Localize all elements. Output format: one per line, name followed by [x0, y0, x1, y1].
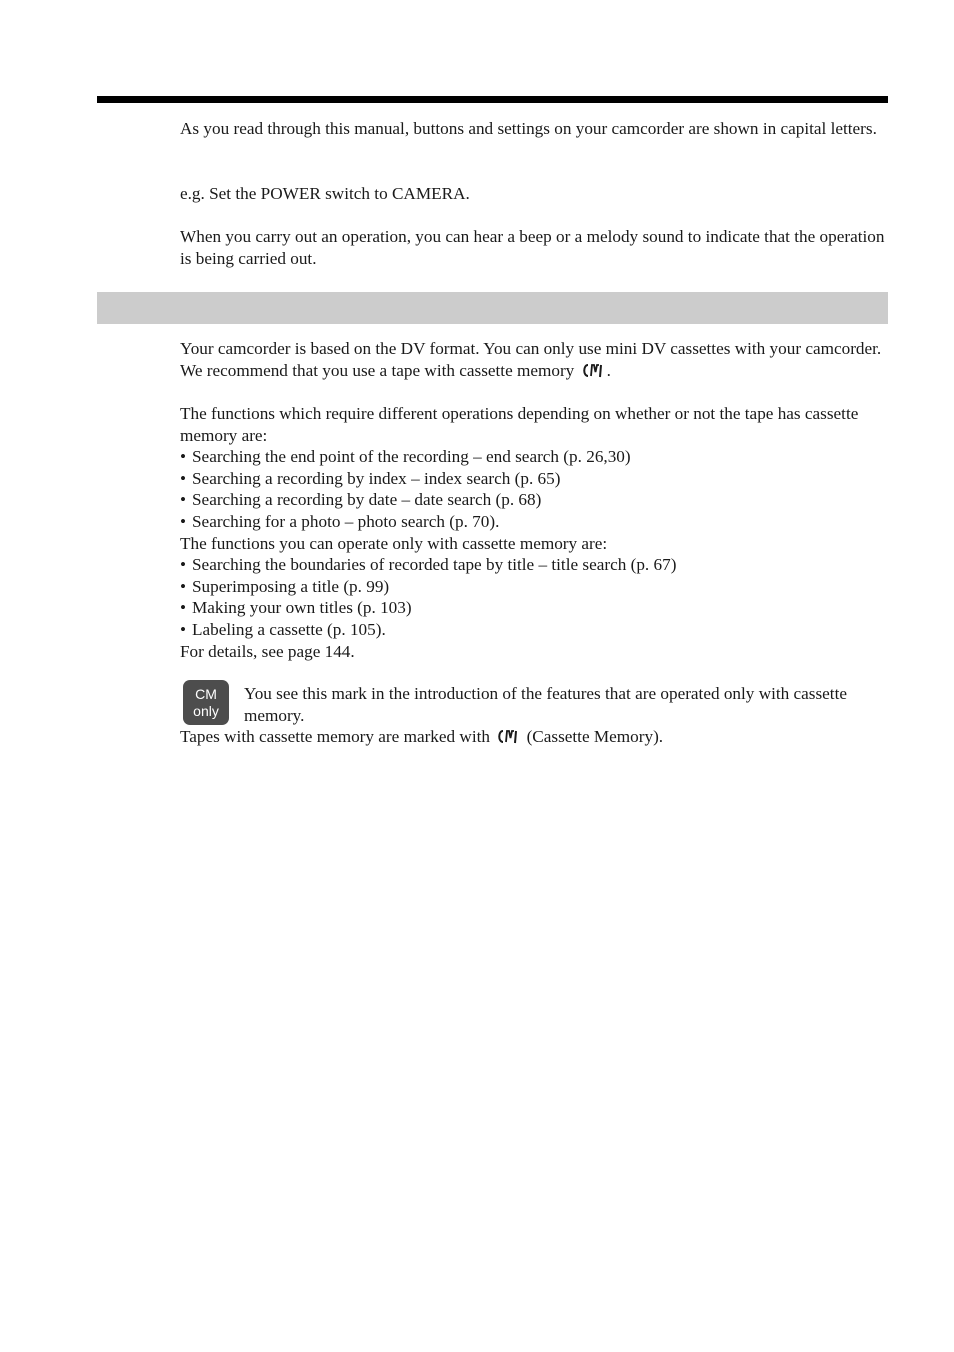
intro-paragraph-example: e.g. Set the POWER switch to CAMERA.	[180, 184, 470, 203]
functions-intro: The functions which require different operations depending on whether or not the tape has cassette memory are:	[180, 404, 859, 445]
bullet: •	[180, 468, 187, 488]
bullet: •	[180, 576, 187, 596]
intro-paragraph-capitals: As you read through this manual, buttons and settings on your camcorder are shown in capital letters.	[180, 119, 877, 138]
list-item	[180, 576, 890, 598]
list-item	[180, 446, 890, 468]
bullet: •	[180, 598, 187, 618]
cassette-memory-mark-paragraph	[180, 726, 890, 751]
list-item-text: Searching a recording by index – index search (p. 65)	[192, 468, 561, 488]
functions-block	[180, 403, 890, 662]
bullet: •	[180, 511, 187, 531]
cm-only-badge-icon	[183, 680, 229, 725]
list-item-text: Searching for a photo – photo search (p. 70).	[192, 511, 500, 531]
mark-text-start: Tapes with cassette memory are marked with	[180, 727, 490, 746]
list-item	[180, 489, 890, 511]
list-item	[180, 468, 890, 490]
intro-paragraph-beep: When you carry out an operation, you can hear a beep or a melody sound to indicate that the operation is being carried out.	[180, 227, 885, 268]
cassette-memory-mark-icon	[581, 362, 605, 385]
dv-format-period: .	[606, 360, 611, 380]
bullet: •	[180, 619, 187, 639]
list-item-text: Searching the end point of the recording – end search (p. 26,30)	[192, 447, 631, 467]
list-item-text: Searching a recording by date – date search (p. 68)	[192, 490, 542, 510]
section-header-band	[97, 292, 888, 324]
list-item	[180, 554, 890, 576]
top-rule	[97, 96, 888, 103]
bullet: •	[180, 555, 187, 575]
bullet: •	[180, 447, 187, 467]
details-reference: For details, see page 144.	[180, 641, 355, 661]
bullet: •	[180, 490, 187, 510]
cm-only-description: You see this mark in the introduction of the features that are operated only with cassette memory.	[244, 684, 847, 725]
badge-line-only: only	[193, 702, 219, 719]
list-item	[180, 619, 890, 641]
list-item-text: Labeling a cassette (p. 105).	[192, 619, 386, 639]
dv-format-paragraph	[180, 338, 890, 384]
list-item-text: Superimposing a title (p. 99)	[192, 576, 390, 596]
list-item	[180, 511, 890, 533]
badge-line-cm: CM	[195, 685, 217, 702]
functions-cm-only-intro: The functions you can operate only with cassette memory are:	[180, 533, 608, 553]
list-item-text: Making your own titles (p. 103)	[192, 598, 412, 618]
mark-text-end: (Cassette Memory).	[526, 727, 664, 746]
cassette-memory-mark-icon	[496, 728, 520, 751]
list-item-text: Searching the boundaries of recorded tape by title – title search (p. 67)	[192, 555, 677, 575]
list-item	[180, 597, 890, 619]
dv-format-text: Your camcorder is based on the DV format. You can only use mini DV cassettes with your camcorder. We recommend that you use a tape with cassette memory	[180, 339, 882, 380]
